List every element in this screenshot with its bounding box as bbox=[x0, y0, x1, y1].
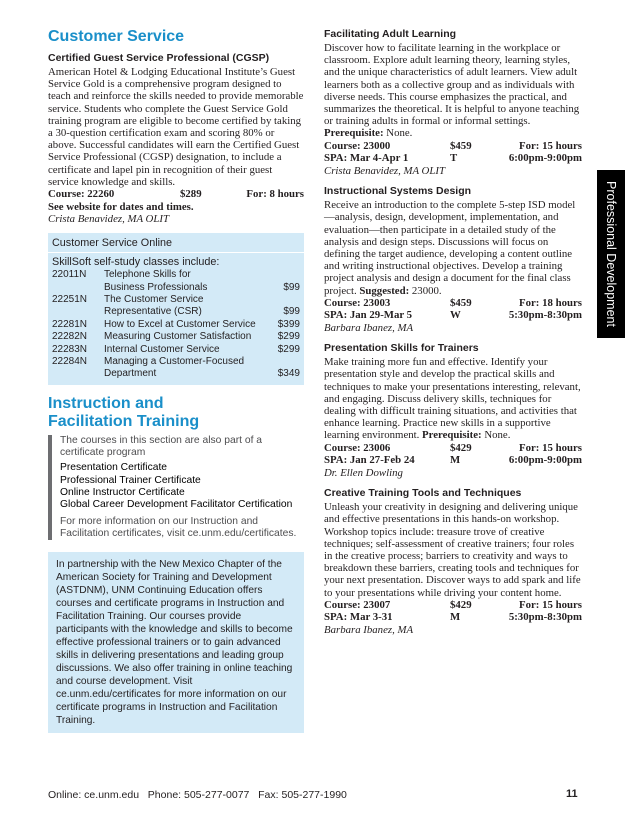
skillsoft-course-price bbox=[264, 294, 300, 306]
instruction-heading-line2: Facilitation Training bbox=[48, 412, 200, 430]
certificate-item: Online Instructor Certificate bbox=[60, 487, 185, 499]
certificate-list bbox=[60, 462, 304, 511]
course-instructional-systems-design bbox=[324, 185, 582, 334]
section-side-tab bbox=[597, 170, 625, 338]
course-hours: For: 15 hours bbox=[519, 139, 582, 152]
course-hours: For: 18 hours bbox=[519, 296, 582, 309]
certificate-item: Presentation Certificate bbox=[60, 462, 168, 474]
skillsoft-course-row bbox=[52, 368, 300, 380]
course-hours: For: 15 hours bbox=[519, 598, 582, 611]
skillsoft-course-row bbox=[52, 319, 300, 331]
customer-service-online-box bbox=[48, 233, 304, 385]
skillsoft-course-name: How to Excel at Customer Service bbox=[104, 318, 256, 330]
cgsp-hours: For: 8 hours bbox=[246, 188, 304, 201]
course-schedule bbox=[324, 297, 582, 322]
course-time: 5:30pm-8:30pm bbox=[508, 309, 582, 322]
course-number: Course: 23003 bbox=[324, 296, 391, 309]
skillsoft-course-price bbox=[264, 356, 300, 368]
course-schedule bbox=[324, 599, 582, 624]
skillsoft-course-price: $299 bbox=[277, 343, 300, 355]
course-facilitating-adult-learning bbox=[324, 28, 582, 177]
skillsoft-course-row bbox=[52, 356, 300, 368]
customer-service-heading: Customer Service bbox=[48, 28, 185, 45]
course-price: $429 bbox=[450, 441, 472, 454]
skillsoft-course-code: 22011N bbox=[52, 269, 87, 281]
skillsoft-course-code: 22251N bbox=[52, 294, 88, 306]
cgsp-description: American Hotel & Lodging Educational Institute’s Guest Service Gold is a comprehensive program designed to teach and reinforce the skills needed to provide memorable service. Students who complete the Guest Service Gold training program are eligible to become certified by taking a 30-question certification exam and scoring 80% or above. Successful candidates will earn the Certified Guest Service Professional (CGSP) designation, to include a certificate and lapel pin in recognition of their guest service knowledge and skills. bbox=[48, 66, 304, 188]
course-time: 5:30pm-8:30pm bbox=[508, 611, 582, 624]
skillsoft-course-price: $349 bbox=[277, 368, 300, 380]
course-number: Course: 23006 bbox=[324, 441, 391, 454]
skillsoft-course-price: $99 bbox=[283, 281, 300, 293]
certificate-item: Global Career Development Facilitator Certification bbox=[60, 499, 293, 511]
skillsoft-course-code: 22283N bbox=[52, 343, 88, 355]
skillsoft-course-price: $399 bbox=[277, 318, 300, 330]
certificate-more-info: For more information on our Instruction and Facilitation certificates, visit ce.unm.edu/certificates. bbox=[60, 515, 297, 539]
online-box-title: Customer Service Online bbox=[48, 236, 304, 253]
course-title: Facilitating Adult Learning bbox=[324, 28, 457, 40]
course-hours: For: 15 hours bbox=[519, 441, 582, 454]
skillsoft-course-name: Department bbox=[104, 368, 157, 380]
page-number: 11 bbox=[566, 788, 578, 800]
certificate-note: The courses in this section are also part of a certificate program bbox=[60, 434, 263, 459]
skillsoft-course-name: Representative (CSR) bbox=[104, 306, 202, 318]
skillsoft-course-name: The Customer Service bbox=[104, 294, 204, 306]
skillsoft-course-price: $99 bbox=[283, 306, 300, 318]
skillsoft-course-code: 22281N bbox=[52, 318, 88, 330]
skillsoft-course-code: 22284N bbox=[52, 356, 88, 368]
skillsoft-course-name: Managing a Customer-Focused bbox=[104, 356, 245, 368]
course-price: $459 bbox=[450, 296, 472, 309]
course-dates: SPA: Mar 4-Apr 1 bbox=[324, 152, 409, 165]
skillsoft-course-name: Business Professionals bbox=[104, 281, 208, 293]
cgsp-price: $289 bbox=[180, 188, 202, 201]
skillsoft-course-row bbox=[52, 269, 300, 281]
course-description: Receive an introduction to the complete 5-step ISD model—analysis, design, development, implementation, and evaluation—then participate in a detailed study of the analysis and design steps. Discussions will focus on defining the target audience, developing a content outline and writing instructional objectives. Develop a training project analysis and design a document for the final class project. Suggested: 23000. bbox=[324, 199, 576, 297]
course-instructor: Crista Benavidez, MA OLIT bbox=[324, 164, 445, 177]
instruction-heading bbox=[48, 395, 304, 431]
course-day: M bbox=[450, 454, 461, 467]
course-presentation-skills bbox=[324, 342, 582, 479]
course-price: $459 bbox=[450, 139, 472, 152]
left-column bbox=[48, 28, 304, 733]
course-title: Instructional Systems Design bbox=[324, 185, 472, 198]
certificate-block bbox=[48, 435, 304, 540]
cgsp-course-title: Certified Guest Service Professional (CGSP) bbox=[48, 52, 270, 64]
skillsoft-course-row bbox=[52, 344, 300, 356]
course-number: Course: 23000 bbox=[324, 139, 391, 152]
course-schedule bbox=[324, 442, 582, 467]
right-column bbox=[324, 28, 582, 644]
instruction-heading-line1: Instruction and bbox=[48, 394, 164, 412]
course-creative-training-tools bbox=[324, 487, 582, 636]
skillsoft-course-row bbox=[52, 331, 300, 343]
cgsp-course-info bbox=[48, 188, 304, 201]
side-tab-label: Professional Development bbox=[604, 181, 618, 327]
course-description: Unleash your creativity in designing and delivering unique and effective presentations in this hands-on workshop. Workshop topics include: treasure trove of creative techniques; self-assessment of creative trainers; four roles in the creative process; barriers to creativity and ways to breakdown these barriers, creating tools and techniques for your next presentation. Discover ways to add spark and life to your presentations while driving your content home. bbox=[324, 501, 581, 599]
skillsoft-course-price: $299 bbox=[277, 331, 300, 343]
course-description: Discover how to facilitate learning in the workplace or classroom. Explore adult learning theory, learning styles, and the unique characteristics of adult learners. View adult learners both as a collective group and as individuals with diverse needs. This course emphasizes the practical, and summarizes the theoretical. It is helpful to anyone teaching or training adults in formal or informal settings. Prerequisite: None. bbox=[324, 42, 580, 140]
skillsoft-course-row bbox=[52, 282, 300, 294]
course-title: Presentation Skills for Trainers bbox=[324, 342, 479, 355]
course-day: T bbox=[450, 152, 458, 165]
course-time: 6:00pm-9:00pm bbox=[508, 454, 582, 467]
course-time: 6:00pm-9:00pm bbox=[508, 152, 582, 165]
course-day: W bbox=[450, 309, 461, 322]
online-box-subtitle: SkillSoft self-study classes include: bbox=[52, 256, 220, 269]
skillsoft-course-code bbox=[52, 282, 104, 294]
skillsoft-course-list bbox=[52, 269, 300, 381]
skillsoft-course-price bbox=[264, 269, 300, 281]
course-dates: SPA: Jan 27-Feb 24 bbox=[324, 454, 415, 467]
page-footer: Online: ce.unm.edu Phone: 505-277-0077 Fax: 505-277-1990 bbox=[48, 789, 347, 801]
course-instructor: Barbara Ibanez, MA bbox=[324, 321, 414, 334]
cgsp-instructor: Crista Benavidez, MA OLIT bbox=[48, 212, 169, 225]
course-instructor: Dr. Ellen Dowling bbox=[324, 466, 403, 479]
course-price: $429 bbox=[450, 598, 472, 611]
skillsoft-course-row bbox=[52, 306, 300, 318]
course-title: Creative Training Tools and Techniques bbox=[324, 487, 522, 500]
cgsp-dates-note: See website for dates and times. bbox=[48, 200, 194, 213]
course-dates: SPA: Jan 29-Mar 5 bbox=[324, 309, 413, 322]
course-number: Course: 23007 bbox=[324, 598, 391, 611]
skillsoft-course-code: 22282N bbox=[52, 331, 88, 343]
course-instructor: Barbara Ibanez, MA bbox=[324, 623, 414, 636]
skillsoft-course-name: Measuring Customer Satisfaction bbox=[104, 331, 252, 343]
cgsp-course-number: Course: 22260 bbox=[48, 188, 115, 201]
partnership-box: In partnership with the New Mexico Chapter of the American Society for Training and Development (ASTDNM), UNM Continuing Education offers courses and certificate programs in Instruction and Facilitation Training. Our courses provide participants with the knowledge and skills to become effective professional trainers or to gain advanced skills in delivering presentations and leading group discussions. We also offer training in online teaching and course development. Visit ce.unm.edu/certificates for more information on our certificate programs in Instruction and Facilitation Training. bbox=[48, 552, 304, 733]
course-dates: SPA: Mar 3-31 bbox=[324, 611, 393, 624]
course-schedule bbox=[324, 140, 582, 165]
certificate-item: Professional Trainer Certificate bbox=[60, 474, 201, 486]
skillsoft-course-name: Telephone Skills for bbox=[104, 269, 191, 281]
skillsoft-course-row bbox=[52, 294, 300, 306]
skillsoft-course-code bbox=[52, 306, 104, 318]
course-day: M bbox=[450, 611, 461, 624]
course-description: Make training more fun and effective. Identify your presentation style and develop the practical skills and techniques to make your presentations interesting, relevant, and engaging. Discuss delivery skills, techniques for dealing with difficult training situations, and activities that enhance learning. Practice new skills in a supportive learning environment. Prerequisite: None. bbox=[324, 356, 581, 442]
skillsoft-course-code bbox=[52, 368, 104, 380]
skillsoft-course-name: Internal Customer Service bbox=[104, 343, 220, 355]
